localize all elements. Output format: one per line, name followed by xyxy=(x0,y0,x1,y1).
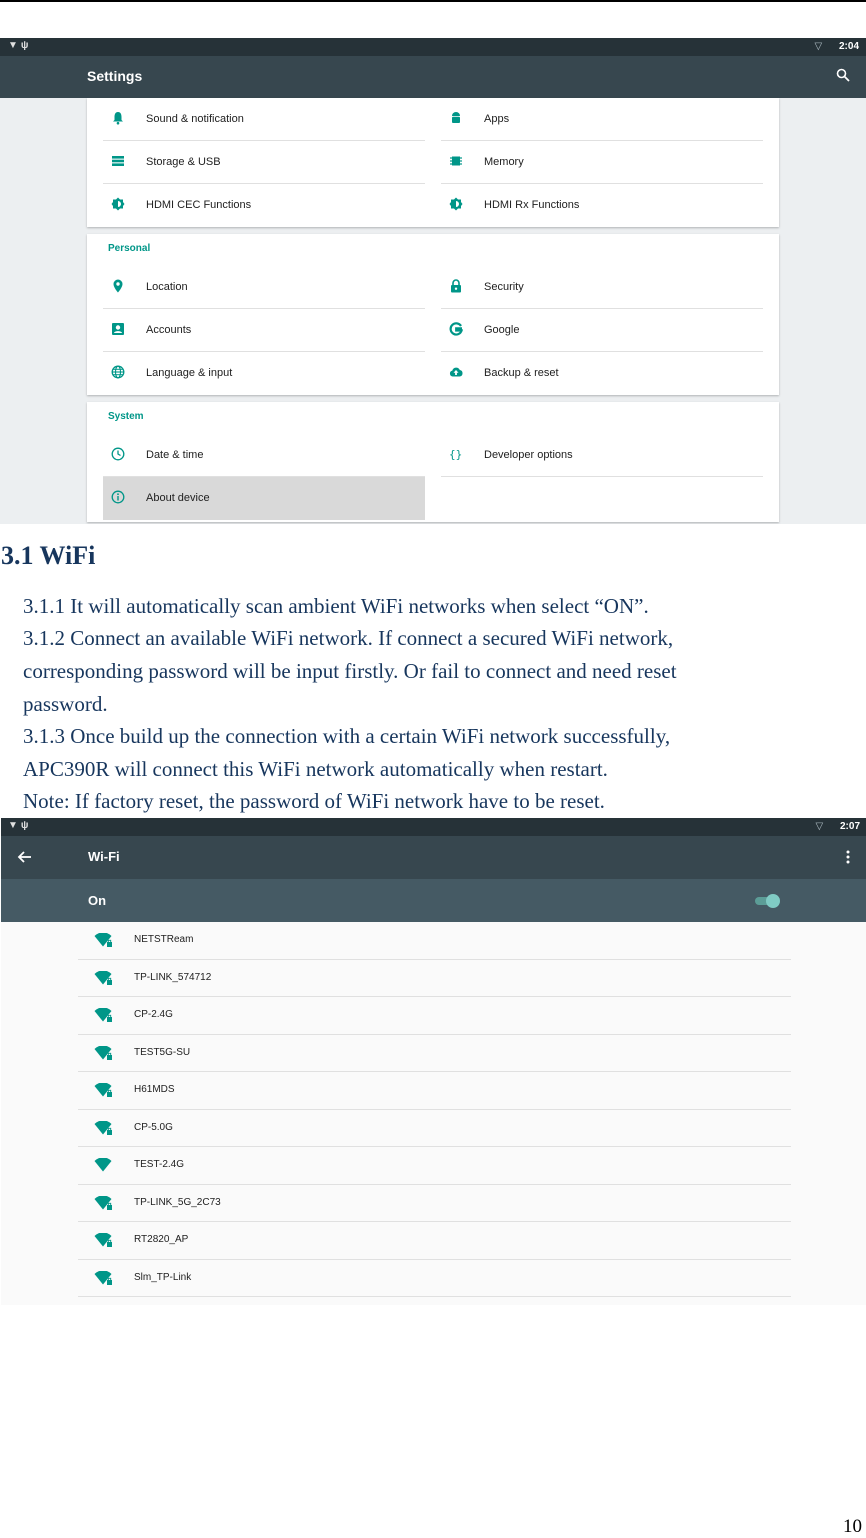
android-icon xyxy=(449,111,463,125)
network-name: NETSTReam xyxy=(134,934,194,945)
status-bar xyxy=(0,38,866,56)
network-name: Slm_TP-Link xyxy=(134,1271,192,1283)
settings-item-developer[interactable] xyxy=(441,434,763,477)
wifi-lock-icon xyxy=(94,1008,112,1022)
doc-line: APC390R will connect this WiFi network automatically when restart. xyxy=(23,757,608,781)
wifi-lock-icon xyxy=(94,1083,112,1097)
settings-item-accounts[interactable] xyxy=(103,309,425,352)
settings-item-label: Storage & USB xyxy=(146,156,221,168)
settings-item-google[interactable] xyxy=(441,309,763,352)
wifi-lock-icon xyxy=(94,933,112,947)
status-right xyxy=(815,41,860,52)
doc-line: 3.1.3 Once build up the connection with a certain WiFi network successfully, xyxy=(23,724,671,748)
settings-item-label: Security xyxy=(484,281,524,293)
personal-card xyxy=(87,234,779,395)
doc-line: password. xyxy=(23,692,108,716)
status-time: 2:04 xyxy=(838,41,859,52)
settings-item-apps[interactable] xyxy=(441,98,763,141)
wifi-lock-icon xyxy=(94,1196,112,1210)
device-card xyxy=(87,98,779,227)
globe-icon xyxy=(111,365,125,379)
wifi-title: Wi-Fi xyxy=(88,849,120,864)
wifi-toggle-label: On xyxy=(88,893,107,908)
settings-item-backup[interactable] xyxy=(441,352,763,395)
network-row[interactable] xyxy=(78,960,791,998)
network-row[interactable] xyxy=(78,1260,791,1298)
wifi-icon xyxy=(94,1158,112,1172)
network-row[interactable] xyxy=(78,1072,791,1110)
settings-item-about-device[interactable] xyxy=(103,477,425,520)
category-personal: Personal xyxy=(108,243,151,254)
network-name: RT2820_AP xyxy=(134,1234,189,1245)
network-name: TEST5G-SU xyxy=(134,1046,191,1058)
network-row[interactable] xyxy=(78,1147,791,1185)
settings-item-label: HDMI CEC Functions xyxy=(146,199,252,211)
wifi-app-bar xyxy=(1,836,866,879)
switch-thumb xyxy=(766,894,780,908)
network-name: CP-2.4G xyxy=(134,1009,173,1020)
status-notification-icons: ▼ψ xyxy=(8,820,32,831)
clock-icon xyxy=(111,447,125,461)
wifi-switch[interactable] xyxy=(755,894,779,908)
doc-line: corresponding password will be input firstly. Or fail to connect and need reset xyxy=(23,659,677,683)
network-row[interactable] xyxy=(78,1035,791,1073)
wifi-lock-icon xyxy=(94,1271,112,1285)
more-vert-icon[interactable] xyxy=(846,849,850,865)
status-bar xyxy=(1,818,866,836)
settings-item-date-time[interactable] xyxy=(103,434,425,477)
settings-item-label: Date & time xyxy=(146,449,204,461)
network-name: CP-5.0G xyxy=(134,1121,173,1133)
page-number: 10 xyxy=(843,1516,862,1537)
category-system: System xyxy=(108,411,144,422)
doc-line: 3.1.1 It will automatically scan ambient WiFi networks when select “ON”. xyxy=(23,594,649,618)
status-right xyxy=(816,821,861,832)
doc-line: Note: If factory reset, the password of WiFi network have to be reset. xyxy=(23,789,605,813)
account-box-icon xyxy=(111,322,125,336)
settings-item-label: Backup & reset xyxy=(484,367,559,379)
status-time: 2:07 xyxy=(839,821,860,832)
lock-icon xyxy=(449,279,463,293)
settings-item-hdmi-rx[interactable] xyxy=(441,184,763,227)
settings-item-security[interactable] xyxy=(441,266,763,309)
settings-item-label: Sound & notification xyxy=(146,113,244,125)
svg-text:{}: {} xyxy=(449,448,463,461)
cloud-upload-icon xyxy=(449,365,463,379)
braces-icon xyxy=(449,447,463,461)
storage-icon xyxy=(111,154,125,168)
settings-title: Settings xyxy=(87,68,143,84)
location-pin-icon xyxy=(111,279,125,293)
info-icon xyxy=(111,490,125,504)
network-row[interactable] xyxy=(78,1222,791,1260)
settings-item-label: Accounts xyxy=(146,324,192,336)
settings-screenshot xyxy=(0,38,866,524)
settings-item-sound[interactable] xyxy=(103,98,425,141)
settings-item-label: HDMI Rx Functions xyxy=(484,199,580,211)
google-g-icon xyxy=(449,322,463,336)
network-name: TP-LINK_574712 xyxy=(134,971,212,983)
network-name: TEST-2.4G xyxy=(134,1159,185,1170)
status-notification-icons: ▼ψ xyxy=(8,40,32,51)
settings-item-memory[interactable] xyxy=(441,141,763,184)
wifi-toggle-bar[interactable] xyxy=(1,879,866,922)
system-card xyxy=(87,402,779,522)
wifi-lock-icon xyxy=(94,1233,112,1247)
network-name: H61MDS xyxy=(134,1084,175,1095)
section-heading: 3.1 WiFi xyxy=(1,541,96,570)
settings-item-label: Language & input xyxy=(146,367,233,379)
settings-item-location[interactable] xyxy=(103,266,425,309)
settings-item-label: Location xyxy=(146,281,188,293)
settings-item-label: Developer options xyxy=(484,449,573,461)
bell-icon xyxy=(111,111,125,125)
network-row[interactable] xyxy=(78,1110,791,1148)
brightness-icon xyxy=(449,197,463,211)
wifi-lock-icon xyxy=(94,1046,112,1060)
settings-item-storage[interactable] xyxy=(103,141,425,184)
settings-app-bar xyxy=(0,56,866,98)
top-rule xyxy=(0,0,866,2)
settings-item-label: About device xyxy=(146,492,210,504)
wifi-lock-icon xyxy=(94,1121,112,1135)
wifi-lock-icon xyxy=(94,971,112,985)
back-arrow-icon[interactable] xyxy=(17,849,33,865)
network-row[interactable] xyxy=(78,997,791,1035)
network-row[interactable] xyxy=(78,922,791,960)
doc-line: 3.1.2 Connect an available WiFi network. If connect a secured WiFi network, xyxy=(23,626,674,650)
settings-item-hdmi-cec[interactable] xyxy=(103,184,425,227)
brightness-icon xyxy=(111,197,125,211)
memory-icon xyxy=(449,154,463,168)
settings-item-language[interactable] xyxy=(103,352,425,395)
settings-item-label: Memory xyxy=(484,156,524,168)
network-name: TP-LINK_5G_2C73 xyxy=(134,1196,221,1208)
settings-item-label: Apps xyxy=(484,113,510,125)
wifi-status-icon: ▽ xyxy=(815,821,824,832)
wifi-status-icon: ▽ xyxy=(814,41,823,52)
network-row[interactable] xyxy=(78,1185,791,1223)
search-icon[interactable] xyxy=(836,68,850,82)
settings-item-label: Google xyxy=(484,324,520,336)
wifi-screenshot xyxy=(1,818,866,1305)
